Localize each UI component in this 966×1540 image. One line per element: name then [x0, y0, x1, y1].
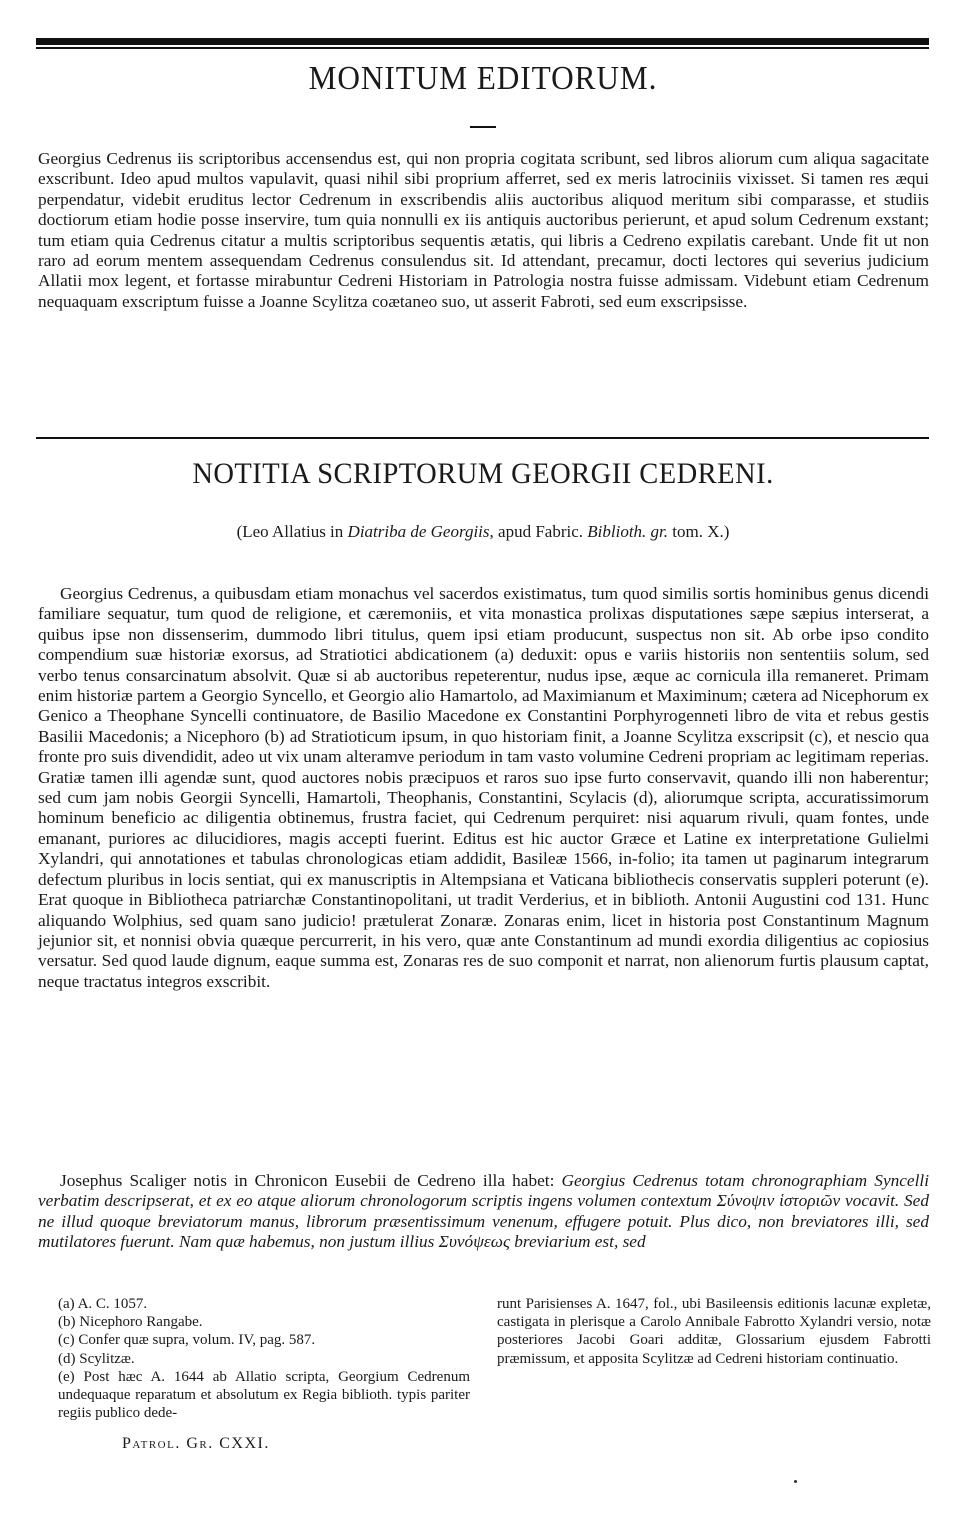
- scaliger-paragraph: Josephus Scaliger notis in Chronicon Eusebii de Cedreno illa habet: Georgius Cedrenus totam chronographiam Syncelli verbatim descripserat, et ex eo atque aliorum chronologorum scriptis ingens volumen contextum Σύνοψιν ἱστοριῶν vocavit. Sed ne illud quoque breviatorum manus, librorum præsentissimum venenum, effugere potuit. Plus dico, non breviatores illi, sed mutilatores fuerunt. Nam quæ habemus, non justum illius Συνόψεως breviarium est, sed: [38, 1171, 929, 1252]
- top-thin-rule: [36, 47, 929, 49]
- footer-signature: Patrol. Gr. CXXI.: [122, 1435, 270, 1452]
- top-thick-rule: [36, 38, 929, 45]
- footnote-d: (d) Scylitzæ.: [58, 1350, 135, 1367]
- heading-dash: [470, 126, 496, 128]
- monitum-paragraph: Georgius Cedrenus iis scriptoribus accensendus est, qui non propria cogitata scribunt, sed libros aliorum cum aliqua sagacitate exscribunt. Ideo apud multos vapulavit, quasi nihil sibi proprium afferret, sed ex meris latrociniis vixisset. Si tamen res æqui perpendatur, videbit eruditus lector Cedrenum in exscribendis aliis auctoribus aliquod meritum sibi comparasse, et studiis doctiorum etiam hodie posse inservire, tum quia nonnulli ex iis antiquis auctoribus perierunt, et apud solum Cedrenum exstant; tum etiam quia Cedrenus citatur a multis scriptoribus sequentis ætatis, qui libris a Cedreno expilatis carebant. Unde fit ut non raro ad eorum mentem assequendam Cedrenus consulendus sit. Id attendant, precamur, docti lectores qui severius judicium Allatii mox legent, et fortasse mirabuntur Cedreni Historiam in Patrologia nostra fuisse admissam. Videbunt etiam Cedrenum nequaquam exscriptum fuisse a Joanne Scylitza coætaneo suo, ut asserit Fabroti, sed eum exscripsisse.: [38, 149, 929, 311]
- monitum-heading: MONITUM EDITORUM.: [308, 60, 658, 97]
- footnote-e: (e) Post hæc A. 1644 ab Allatio scripta, Georgium Cedrenum undequaque reparatum et absolutum ex Regia biblioth. typis pariter regiis publico dede-: [58, 1368, 470, 1422]
- notitia-heading: NOTITIA SCRIPTORUM GEORGII CEDRENI.: [192, 457, 774, 490]
- source-citation: (Leo Allatius in Diatriba de Georgiis, apud Fabric. Biblioth. gr. tom. X.): [236, 522, 730, 541]
- footnote-e-continuation: runt Parisienses A. 1647, fol., ubi Basileensis editionis lacunæ expletæ, castigata in plerisque a Carolo Annibale Fabrotto Xylandri versio, notæ posteriores Jacobi Goari additæ, Glossarium ejusdem Fabrotti præmissum, et apposita Scylitzæ ad Cedreni historiam continuatio.: [497, 1296, 931, 1367]
- notitia-paragraph: Georgius Cedrenus, a quibusdam etiam monachus vel sacerdos existimatus, tum quod similis sortis hominibus genus dicendi familiare sequatur, tum quod de religione, et cæremoniis, et vita monastica prolixas disputationes sæpe sæpius interserat, a quibus ipse non dissenserim, dummodo libri titulus, quem ipsi etiam producunt, suspectus non sit. Ab orbe ipso condito compendium suæ historiæ exorsus, ad Stratiotici abdicationem (a) deduxit: opus e variis historiis non sententiis solum, sed verbo tenus consarcinatum absolvit. Quæ si ab auctoribus repeterentur, nudus ipse, æque ac cornicula illa remaneret. Primam enim historiæ partem a Georgio Syncello, et Georgio alio Hamartolo, ad Maximianum et Maximinum; cætera ad Nicephorum ex Genico a Theophane Syncelli continuatore, de Basilio Macedone ex Constantini Porphyrogenneti libro de vita et rebus gestis Basilii Macedonis; a Nicephoro (b) ad Stratioticum ipsum, in quo historiam finit, a Joanne Scylitza exscripsit (c), et nescio qua fronte pro suis divendidit, adeo ut vix unam alteramve periodum in tam vasto volumine Cedreni propriam ac legitimam reperias. Gratiæ tamen illi agendæ sunt, quod auctores nobis præcipuos et raros suo ipse furto conservavit, quando illi non haberentur; sed cum jam nobis Georgii Syncelli, Hamartoli, Theophanis, Constantini, Scylacis (d), aliorumque scripta, accuratissimorum hominum beneficio ac diligentia obtinemus, frustra faciet, qui Cedrenum perquiret: nisi aquarum rivuli, quam fontes, unde emanant, puriores ac dilucidiores, magis accepti fuerint. Editus est hic auctor Græce et Latine ex interpretatione Gulielmi Xylandri, qui annotationes et tabulas chronologicas etiam addidit, Basileæ 1566, in-folio; ita tamen ut paginarum integrarum defectum pluribus in locis sentiat, qui ex manuscriptis in Altempsiana et Vaticana bibliothecis conservatis suppleri poterunt (e). Erat quoque in Bibliotheca patriarchæ Constantinopolitani, ut tradit Verderius, et in biblioth. Antonii Augustini cod 131. Hunc aliquando Wolphius, sed quam sano judicio! prætulerat Zonaræ. Zonaras enim, licet in historia post Constantinum Magnum jejunior sit, et nonnisi obvia quæque percurrerit, in his vero, quæ ante Constantinum ad mundi exordia diligentius ac copiosius versatur. Sed quod laude dignum, eaque summa est, Zonaras res de suo componit et narrat, non alienorum furtis plausum captat, neque tractatus integros exscribit.: [38, 584, 929, 991]
- stray-mark: [794, 1480, 797, 1483]
- footnote-a: (a) A. C. 1057.: [58, 1296, 148, 1312]
- footnote-c: (c) Confer quæ supra, volum. IV, pag. 587.: [58, 1332, 316, 1349]
- footnote-b: (b) Nicephoro Rangabe.: [58, 1314, 203, 1331]
- section-rule: [36, 437, 929, 439]
- footnotes-left-column: [58, 1295, 470, 1422]
